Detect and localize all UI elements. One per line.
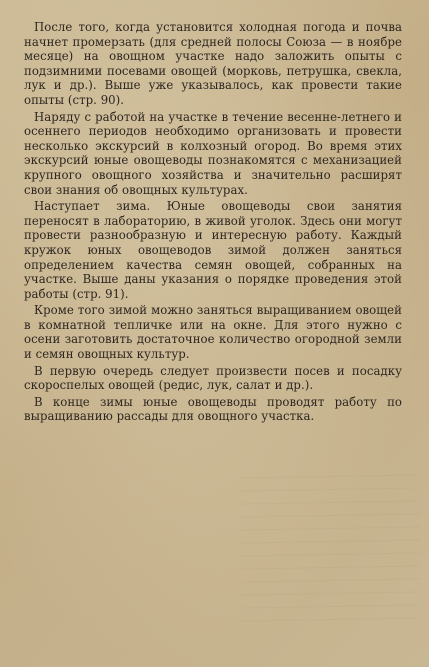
show-through-text [239, 468, 422, 621]
paragraph-6: В конце зимы юные овощеводы проводят работу по выращиванию рассады для овощного участка. [24, 394, 402, 424]
text-block [24, 20, 402, 426]
paragraph-2: Наряду с работой на участке в течение весенне-летнего и осеннего периодов необходимо организовать и провести несколько экскурсий в колхозный огород. Во время этих экскурсий юные овощеводы познакомятся с механизацией крупного овощного хозяйства и значительно расширят свои знания об овощных культурах. [24, 109, 402, 197]
paragraph-4: Кроме того зимой можно заняться выращиванием овощей в комнатной тепличке или на окне. Для этого нужно с осени заготовить достаточное количество огородной земли и семян овощных культур. [24, 303, 402, 362]
paragraph-3: Наступает зима. Юные овощеводы свои занятия переносят в лабораторию, в живой уголок. Здесь они могут провести разнообразную и интересную работу. Каждый кружок юных овощеводов зимой должен заняться определением качества семян овощей, собранных на участке. Выше даны указания о порядке проведения этой работы (стр. 91). [24, 199, 402, 301]
paragraph-1: После того, когда установится холодная погода и почва начнет промерзать (для средней полосы Союза — в ноябре месяце) на овощном участке надо заложить опыты с подзимними посевами овощей (морковь, петрушка, свекла, лук и др.). Выше уже указывалось, как провести такие опыты (стр. 90). [24, 20, 402, 107]
paragraph-5: В первую очередь следует произвести посев и посадку скороспелых овощей (редис, лук, салат и др.). [24, 363, 402, 393]
